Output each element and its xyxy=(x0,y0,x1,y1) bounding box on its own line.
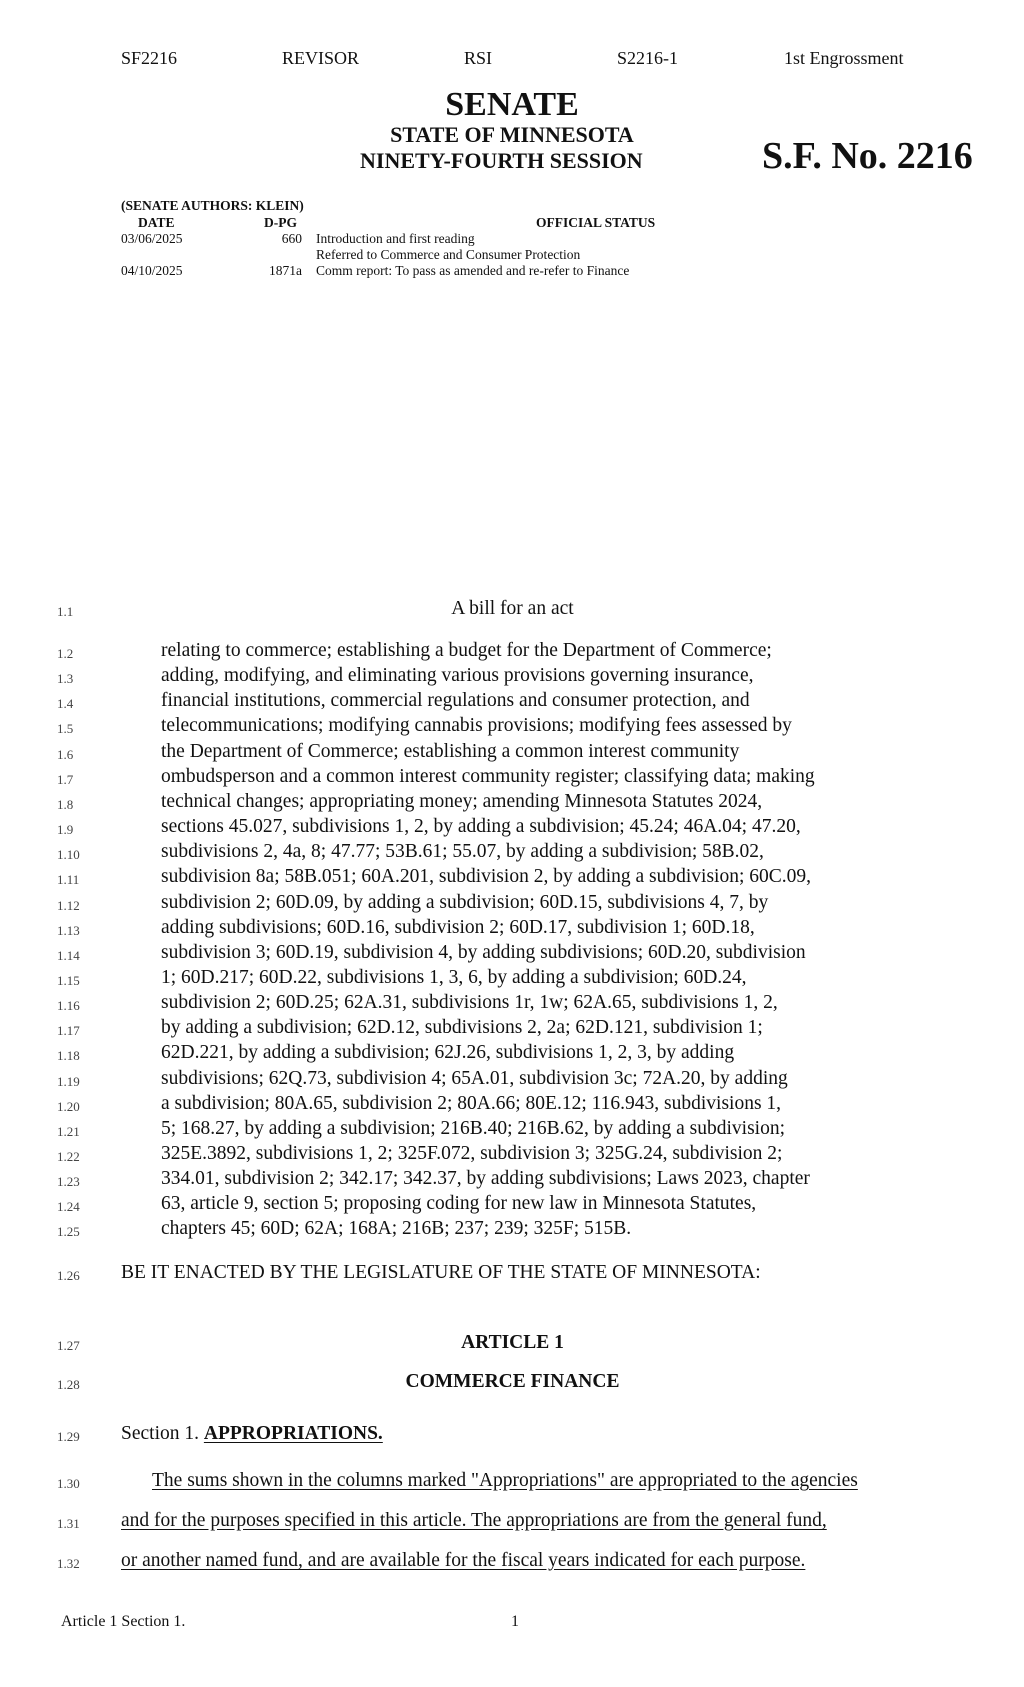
header-revisor: REVISOR xyxy=(282,48,360,68)
line-number: 1.27 xyxy=(57,1338,80,1353)
line-number: 1.7 xyxy=(57,771,74,787)
line-number: 1.32 xyxy=(57,1556,80,1571)
line-number: 1.30 xyxy=(57,1476,80,1491)
line-number: 1.9 xyxy=(57,822,74,838)
line-number: 1.6 xyxy=(57,746,74,762)
line-number: 1.5 xyxy=(57,721,74,737)
bill-title-line: sections 45.027, subdivisions 1, 2, by adding a subdivision; 45.24; 46A.04; 47.20, xyxy=(161,816,801,838)
enacting-clause: BE IT ENACTED BY THE LEGISLATURE OF THE STATE OF MINNESOTA: xyxy=(121,1262,761,1283)
header-initials: RSI xyxy=(464,48,493,68)
session-title: NINETY-FOURTH SESSION xyxy=(360,148,643,173)
line-number: 1.26 xyxy=(57,1268,80,1283)
status-row-date: 03/06/2025 xyxy=(121,231,183,246)
header-engrossment: 1st Engrossment xyxy=(784,48,904,68)
status-row-text: Referred to Commerce and Consumer Protection xyxy=(316,247,581,262)
bill-title-line: relating to commerce; establishing a budget for the Department of Commerce; xyxy=(161,640,772,661)
article-heading: ARTICLE 1 xyxy=(461,1332,564,1353)
bill-title-line: 62D.221, by adding a subdivision; 62J.26, subdivisions 1, 2, 3, by adding xyxy=(161,1042,735,1064)
bill-title-line: ombudsperson and a common interest community register; classifying data; making xyxy=(161,765,815,787)
section-prefix: Section 1. xyxy=(121,1423,199,1444)
bill-title-line: by adding a subdivision; 62D.12, subdivisions 2, 2a; 62D.121, subdivision 1; xyxy=(161,1017,763,1039)
status-row-text: Introduction and first reading xyxy=(316,231,475,246)
line-number: 1.23 xyxy=(57,1174,80,1190)
line-number: 1.11 xyxy=(57,872,80,888)
page-number: 1 xyxy=(511,1613,519,1630)
section-title: APPROPRIATIONS. xyxy=(203,1423,383,1444)
status-row-dpg: 660 xyxy=(281,231,302,246)
article-title: COMMERCE FINANCE xyxy=(405,1371,620,1392)
header-bill-id: SF2216 xyxy=(121,48,178,68)
status-row-dpg: 1871a xyxy=(269,263,302,278)
status-col-date: DATE xyxy=(138,215,175,230)
line-number: 1.21 xyxy=(57,1123,80,1139)
line-number: 1.31 xyxy=(57,1516,80,1531)
bill-title-line: telecommunications; modifying cannabis provisions; modifying fees assessed by xyxy=(161,715,792,737)
bill-title-line: 325E.3892, subdivisions 1, 2; 325F.072, subdivision 3; 325G.24, subdivision 2; xyxy=(161,1143,783,1164)
bill-title-line: 5; 168.27, by adding a subdivision; 216B.40; 216B.62, by adding a subdivision; xyxy=(161,1117,785,1139)
bill-title-line: chapters 45; 60D; 62A; 168A; 216B; 237; 239; 325F; 515B. xyxy=(161,1218,632,1240)
status-row-text: Comm report: To pass as amended and re-refer to Finance xyxy=(316,263,630,278)
appropriations-line: The sums shown in the columns marked "Appropriations" are appropriated to the agencies xyxy=(152,1470,858,1491)
line-number: 1.13 xyxy=(57,922,80,938)
line-number: 1.29 xyxy=(57,1429,80,1444)
line-number: 1.2 xyxy=(57,646,74,661)
bill-title-line: a subdivision; 80A.65, subdivision 2; 80A.66; 80E.12; 116.943, subdivisions 1, xyxy=(161,1092,782,1114)
line-number: 1.19 xyxy=(57,1073,80,1089)
line-number: 1.8 xyxy=(57,796,74,812)
bill-title-line: subdivision 2; 60D.25; 62A.31, subdivisions 1r, 1w; 62A.65, subdivisions 1, 2, xyxy=(161,992,778,1014)
bill-heading: A bill for an act xyxy=(451,598,574,619)
line-number: 1.4 xyxy=(57,696,74,712)
appropriations-line: or another named fund, and are available for the fiscal years indicated for each purpose. xyxy=(121,1550,806,1571)
state-title: STATE OF MINNESOTA xyxy=(390,122,634,147)
line-number: 1.1 xyxy=(57,604,74,619)
bill-title-line: adding subdivisions; 60D.16, subdivision 2; 60D.17, subdivision 1; 60D.18, xyxy=(161,916,755,938)
bill-title-line: subdivisions 2, 4a, 8; 47.77; 53B.61; 55.07, by adding a subdivision; 58B.02, xyxy=(161,841,764,863)
bill-title-line: subdivision 2; 60D.09, by adding a subdivision; 60D.15, subdivisions 4, 7, by xyxy=(161,891,769,913)
status-col-dpg: D-PG xyxy=(264,215,297,230)
bill-title-line: adding, modifying, and eliminating various provisions governing insurance, xyxy=(161,665,754,687)
chamber-title: SENATE xyxy=(445,86,579,123)
bill-title-line: the Department of Commerce; establishing a common interest community xyxy=(161,740,740,762)
status-row-date: 04/10/2025 xyxy=(121,263,183,278)
senate-authors: (SENATE AUTHORS: KLEIN) xyxy=(121,198,304,213)
line-number: 1.16 xyxy=(57,998,80,1014)
line-number: 1.24 xyxy=(57,1199,80,1215)
bill-title-line: subdivision 8a; 58B.051; 60A.201, subdivision 2, by adding a subdivision; 60C.09, xyxy=(161,866,812,888)
line-number: 1.17 xyxy=(57,1023,80,1039)
line-number: 1.20 xyxy=(57,1098,80,1114)
appropriations-line: and for the purposes specified in this article. The appropriations are from the general fund, xyxy=(121,1510,827,1531)
footer-section-ref: Article 1 Section 1. xyxy=(61,1613,186,1630)
line-number: 1.28 xyxy=(57,1377,80,1392)
bill-title-line: subdivision 3; 60D.19, subdivision 4, by adding subdivisions; 60D.20, subdivision xyxy=(161,941,806,963)
section-heading xyxy=(121,1423,383,1445)
line-number: 1.25 xyxy=(57,1224,80,1240)
bill-number: S.F. No. 2216 xyxy=(762,135,973,177)
bill-title-line: technical changes; appropriating money; amending Minnesota Statutes 2024, xyxy=(161,790,763,812)
line-number: 1.10 xyxy=(57,847,80,863)
line-number: 1.14 xyxy=(57,947,80,963)
bill-title-line: 1; 60D.217; 60D.22, subdivisions 1, 3, 6, by adding a subdivision; 60D.24, xyxy=(161,966,747,988)
bill-title-line: financial institutions, commercial regulations and consumer protection, and xyxy=(161,690,750,712)
line-number: 1.3 xyxy=(57,671,74,687)
status-col-official-status: OFFICIAL STATUS xyxy=(536,215,656,230)
line-number: 1.22 xyxy=(57,1149,80,1164)
bill-title-line: 334.01, subdivision 2; 342.17; 342.37, by adding subdivisions; Laws 2023, chapter xyxy=(161,1168,810,1190)
bill-title-line: subdivisions; 62Q.73, subdivision 4; 65A.01, subdivision 3c; 72A.20, by adding xyxy=(161,1067,788,1089)
line-number: 1.18 xyxy=(57,1048,80,1064)
line-number: 1.12 xyxy=(57,897,80,913)
bill-title-line: 63, article 9, section 5; proposing coding for new law in Minnesota Statutes, xyxy=(161,1193,757,1215)
header-draft: S2216-1 xyxy=(617,48,679,68)
line-number: 1.15 xyxy=(57,972,80,988)
